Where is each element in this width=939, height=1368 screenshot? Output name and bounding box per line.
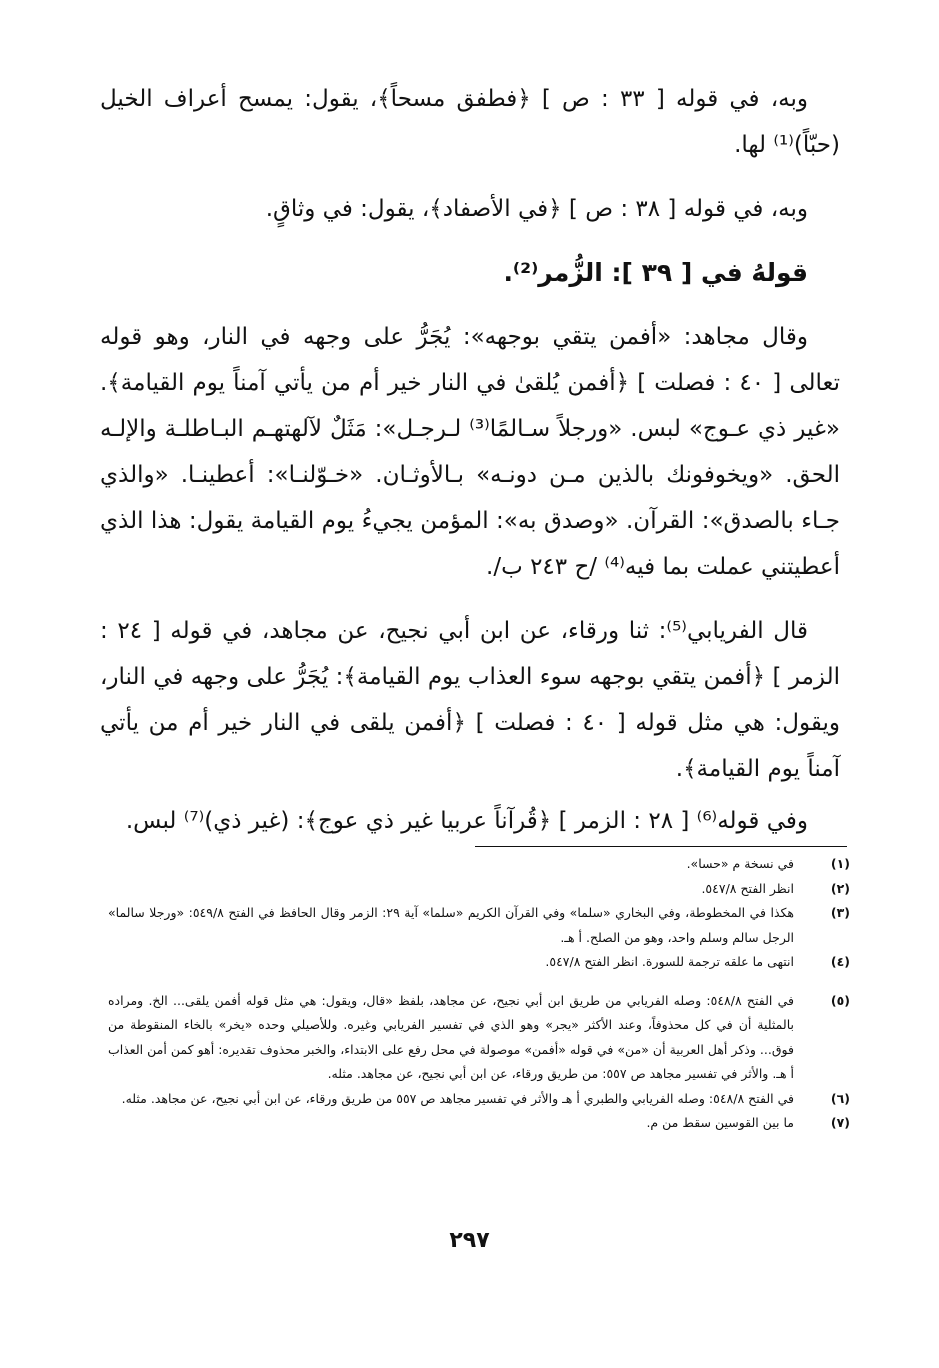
paragraph-5: وفي قوله⁽⁶⁾ [ ٢٨ : الزمر ] ﴿قُرآناً عربيا غير ذي عوج﴾: (غير ذي)⁽⁷⁾ لبس.: [125, 808, 808, 834]
footnote-number: (٤): [830, 954, 850, 969]
footnote-4: [108, 950, 850, 975]
footnote-number: (٦): [830, 1090, 850, 1106]
footnote-number: (٥): [830, 992, 850, 1008]
footnote-number: (٢): [830, 880, 850, 896]
footnote-text: انتهى ما علقه ترجمة للسورة. انظر الفتح ٥٤٧/٨.: [545, 954, 794, 969]
section-heading: قولهُ في [ ٣٩ ]: الزُّمر⁽²⁾.: [503, 258, 808, 287]
footnote-7: [108, 1111, 850, 1136]
footnote-text: هكذا في المخطوطة، وفي البخاري «سلما» وفي القرآن الكريم «سلما» آية ٢٩: الزمر وقال الحافظ في الفتح ٥٤٩/٨: «ورجلا سالما» الرجل سالم وسلم واحد، وهو من الصلح. أ هـ.: [108, 905, 794, 945]
footnote-5: [108, 989, 850, 1087]
footnote-number: (٧): [830, 1115, 850, 1130]
paragraph-3: وقال مجاهد: «أفمن يتقي بوجهه»: يُجَرُّ على وجهه في النار، وهو قوله تعالى [ ٤٠ : فصلت ] ﴿أفمن يُلقىٰ في النار خير أم من يأتي آمناً يوم القيامة﴾. «غير ذي عـوج» لبس. «ورجلاً سـالمًا⁽³⁾ لـرجـل»: مَثَلٌ لآلهتهـم البـاطلـة والإلـه الحق. «ويخوفونك بالذين مـن دونـه» بـالأوثـان. «خـوّلنـا»: أعطينـا. «والذي جـاء بالصدق»: القرآن. «وصدق به»: المؤمن يجيءُ يوم القيامة يقول: هذا الذي أعطيتني عملت بما فيه⁽⁴⁾ /ح ٢٤٣ ب/.: [100, 324, 841, 580]
footnote-text: في نسخة م «حسا».: [686, 856, 794, 871]
footnote-1: [108, 852, 850, 877]
footnotes: [108, 852, 850, 1136]
footnote-3: [108, 901, 850, 950]
footnote-number: (١): [830, 856, 850, 871]
page-number: ٢٩٧: [449, 1228, 490, 1253]
main-text: [100, 76, 840, 844]
paragraph-1: وبه، في قوله [ ٣٣ : ص ] ﴿فطفق مسحاً﴾، يقول: يمسح أعراف الخيل (حبّاً)⁽¹⁾ لها.: [100, 86, 840, 158]
footnote-text: ما بين القوسين سقط من م.: [646, 1115, 794, 1130]
footnote-text: انظر الفتح ٥٤٧/٨.: [701, 880, 794, 896]
footnote-2: [108, 877, 850, 902]
paragraph-2: وبه، في قوله [ ٣٨ : ص ] ﴿في الأصفاد﴾، يقول: في وثاقٍ.: [265, 196, 808, 222]
footnote-text: في الفتح ٥٤٨/٨: وصله الفريابي من طريق ابن أبي نجيح، عن مجاهد، بلفظ «قال، ويقول: هي مثل قوله أفمن يلقى... الخ. ومراده بالمثلية أن في كل محذوفاً، وعند الأكثر «يجر» وهو الذي في تفسير الفريابي وغيره. وللأصيلي وحده «يخر» بالخاء المنقوطة من فوق... وذكر أهل العربية أن «من» في قوله «أفمن» موصولة في محل رفع على الابتداء، والخبر محذوف تقديره: أهو كمن أمن العذاب أ هـ. والأثر في تفسير مجاهد ص ٥٥٧: من طريق ورقاء، عن ابن أبي نجيح، عن مجاهد. مثله.: [108, 992, 794, 1081]
paragraph-4: قال الفريابي⁽⁵⁾: ثنا ورقاء، عن ابن أبي نجيح، عن مجاهد، في قوله [ ٢٤ : الزمر ] ﴿أفمن يتقي بوجهه سوء العذاب يوم القيامة﴾: يُجَرُّ على وجهه في النار، ويقول: هي مثل قوله [ ٤٠ : فصلت ] ﴿أفمن يلقى في النار خير أم من يأتي آمناً يوم القيامة﴾.: [100, 618, 840, 782]
footnote-divider: [475, 846, 847, 847]
footnote-6: [108, 1087, 850, 1112]
footnote-number: (٣): [830, 905, 850, 920]
footnote-text: في الفتح ٥٤٨/٨: وصله الفريابي والطبري أ هـ والأثر في تفسير مجاهد ص ٥٥٧ من طريق ورقاء، عن ابن أبي نجيح، عن مجاهد. مثله.: [121, 1090, 794, 1106]
